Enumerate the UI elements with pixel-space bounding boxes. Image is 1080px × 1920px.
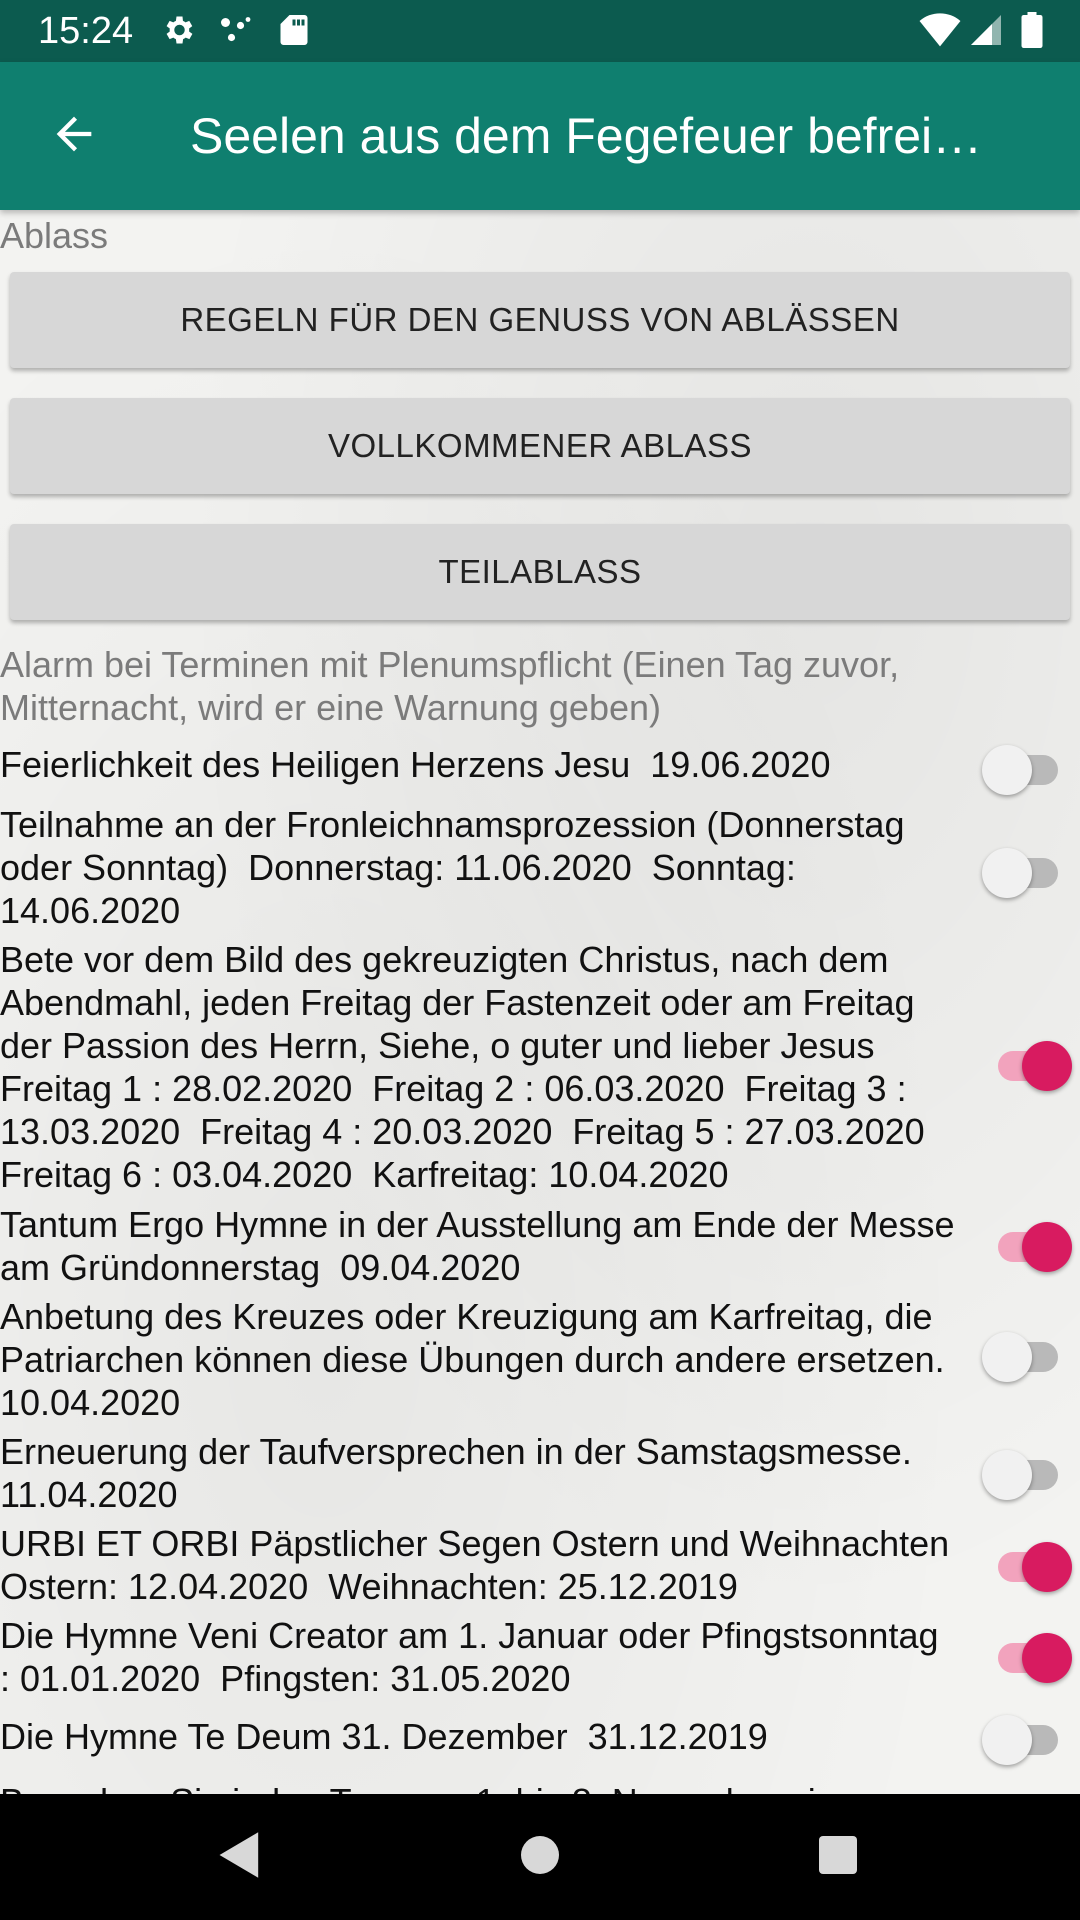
list-item-text: Die Hymne Te Deum 31. Dezember 31.12.2019 [0,1716,768,1757]
list-item [0,740,1080,790]
alarm-toggle[interactable] [982,1036,1072,1096]
list-item [0,1614,1080,1704]
navigation-bar [0,1794,1080,1920]
alarm-toggle[interactable] [982,1537,1072,1597]
gear-icon [160,12,196,48]
signal-icon [968,12,1004,48]
list-item-text: Erneuerung der Taufversprechen in der Samstagsmesse. 11.04.2020 [0,1431,912,1515]
nav-home-button[interactable] [510,1827,570,1887]
list-item-text: Bete vor dem Bild des gekreuzigten Christus, nach dem Abendmahl, jeden Freitag der Fastenzeit oder am Freitag der Passion des Herrn, Siehe, o guter und lieber Jesus Freitag 1 : 28.02.2020 Freitag 2 : 06.03.2020 Freitag 3 : 13.03.2020 Freitag 4 : 20.03.2020 Freitag 5 : 27.03.2020 Freitag 6 : 03.04.2020 Karfreitag: 10.04.2020 [0,939,925,1195]
list-item [0,1522,1080,1612]
list-item [0,1295,1080,1425]
page-title: Seelen aus dem Fegefeuer befrei… [190,108,983,164]
list-item-text: Teilnahme an der Fronleichnamsprozession (Donnerstag oder Sonntag) Donnerstag: 11.06.2020 Sonntag: 14.06.2020 [0,804,915,931]
section-label-alarm: Alarm bei Terminen mit Plenumspflicht (Einen Tag zuvor, Mitternacht, wird er eine Warnung geben) [0,644,900,728]
home-circle-icon [520,1835,560,1880]
back-button[interactable] [36,98,112,174]
list-item [0,803,1080,933]
status-time: 15:24 [38,10,134,52]
list-item [0,1430,1080,1520]
partial-indulgence-button[interactable]: TEILABLASS [10,524,1070,620]
list-item-text: Die Hymne Veni Creator am 1. Januar oder Pfingstsonntag : 01.01.2020 Pfingsten: 31.05.2020 [0,1615,959,1699]
nav-recents-button[interactable] [808,1827,868,1887]
alarm-toggle[interactable] [982,1710,1072,1770]
alarm-toggle[interactable] [982,1327,1072,1387]
list-item [0,1203,1080,1293]
list-item-text: URBI ET ORBI Päpstlicher Segen Ostern und Weihnachten Ostern: 12.04.2020 Weihnachten: 25.12.2019 [0,1523,950,1607]
back-triangle-icon [217,1830,263,1885]
alarm-toggle[interactable] [982,843,1072,903]
rules-button[interactable]: REGELN FÜR DEN GENUSS VON ABLÄSSEN [10,272,1070,368]
alarm-toggle[interactable] [982,1217,1072,1277]
status-bar [0,0,1080,62]
alarm-toggle[interactable] [982,1445,1072,1505]
sd-card-icon [276,12,312,48]
list-item [0,938,1080,1198]
alarm-toggle[interactable] [982,740,1072,800]
content[interactable] [0,210,1080,1794]
section-label-ablass: Ablass [0,215,109,256]
plenary-indulgence-button[interactable]: VOLLKOMMENER ABLASS [10,398,1070,494]
arrow-back-icon [48,108,100,165]
alarm-toggle[interactable] [982,1628,1072,1688]
nav-back-button[interactable] [210,1827,270,1887]
dots-icon [218,12,254,48]
list-item [0,1713,1080,1763]
app-bar [0,62,1080,210]
list-item-text: Anbetung des Kreuzes oder Kreuzigung am Karfreitag, die Patriarchen können diese Übungen durch andere ersetzen. 10.04.2020 [0,1296,945,1423]
battery-icon [1018,12,1046,48]
recents-square-icon [818,1835,858,1880]
list-item-text: Tantum Ergo Hymne in der Ausstellung am Ende der Messe am Gründonnerstag 09.04.2020 [0,1204,965,1288]
wifi-icon [918,12,962,48]
list-item-text: Feierlichkeit des Heiligen Herzens Jesu 19.06.2020 [0,744,831,785]
